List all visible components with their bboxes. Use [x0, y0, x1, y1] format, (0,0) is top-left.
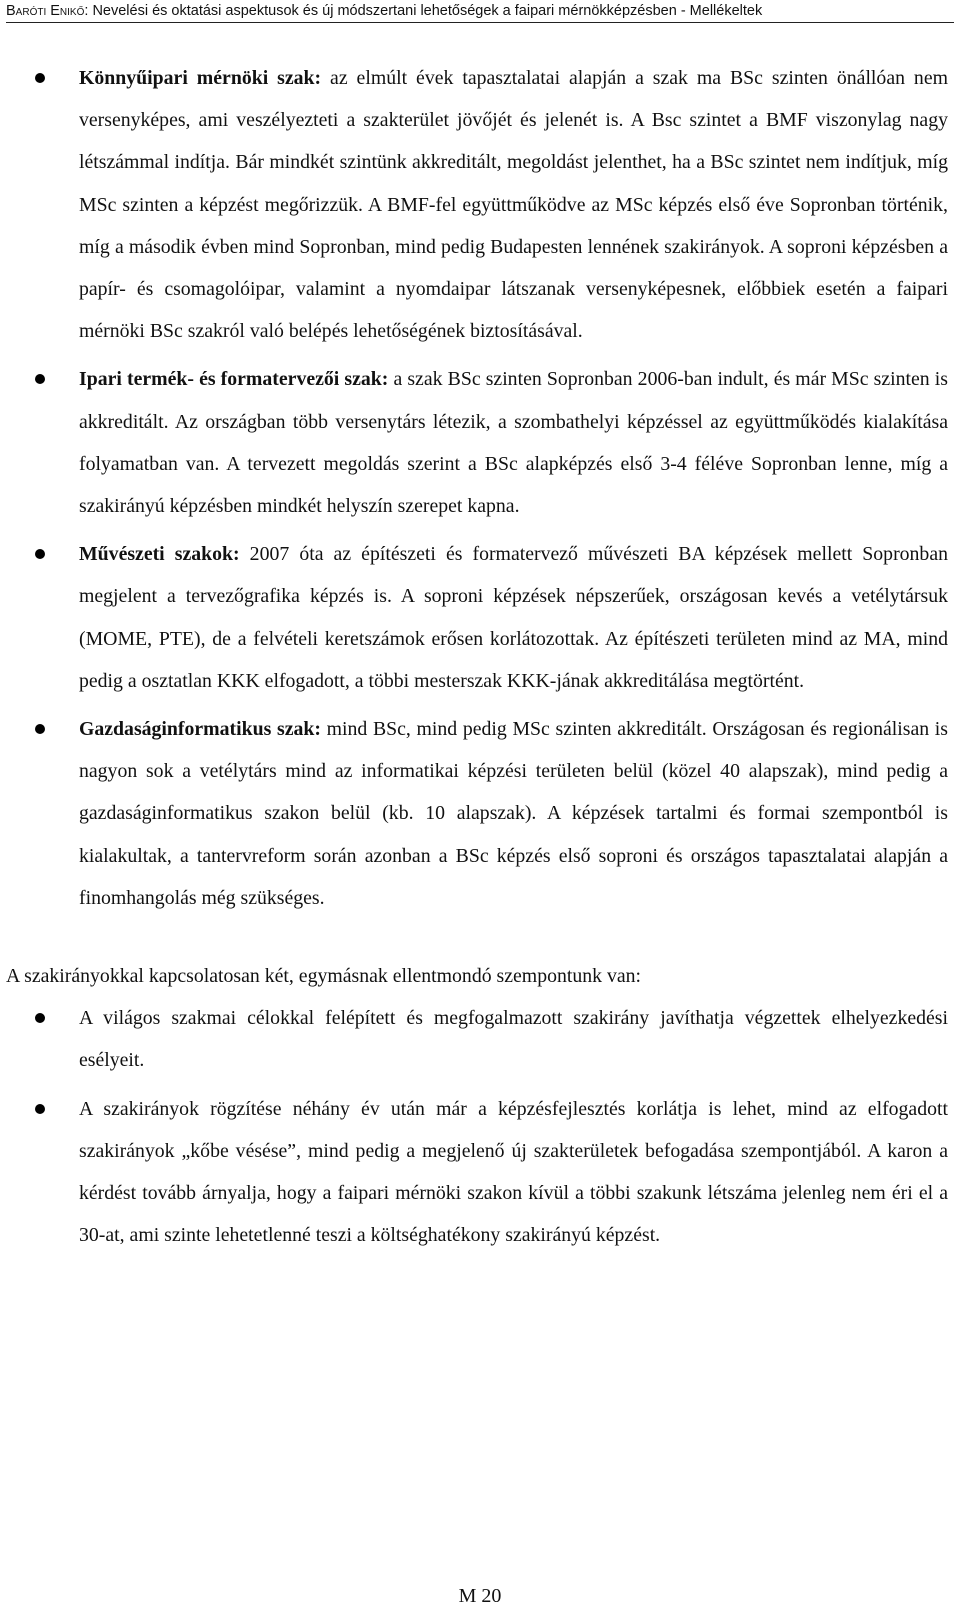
list-item [0, 57, 960, 352]
bullet-icon [35, 1104, 45, 1114]
bullet-icon [35, 73, 45, 83]
page-number: M 20 [458, 1585, 502, 1607]
item-heading: Gazdaságinformatikus szak: [79, 718, 321, 741]
item-text: mind BSc, mind pedig MSc szinten akkreditált. Országosan és regionálisan is nagyon sok a vetélytárs mind az informatikai képzési területen belül (közel 40 alapszak), mind pedig a gazdaságinformatikus szakon belül (kb. 10 alapszak). A képzések tartalmi és formai szempontból is kialakultak, a tantervreform során azonban a BSc képzés első soproni és országos tapasztalatai alapján a finomhangolás még szükséges. [79, 718, 948, 909]
bullet-icon [35, 549, 45, 559]
spacer [0, 925, 960, 955]
bullet-icon [35, 724, 45, 734]
list-item [0, 533, 960, 702]
item-text: a szak BSc szinten Sopronban 2006-ban indult, és már MSc szinten is akkreditált. Az országban több versenytárs létezik, a szombathelyi képzéssel az együttműködés kialakítása folyamatban van. A tervezett megoldás szerint a BSc alapképzés első 3-4 féléve Sopronban lenne, míg a szakirányú képzésben mindkét helyszín szerepet kapna. [79, 368, 948, 518]
intro-paragraph: A szakirányokkal kapcsolatosan két, egymásnak ellentmondó szempontunk van: [6, 965, 642, 988]
aspect-list [0, 997, 960, 1256]
item-text: A szakirányok rögzítése néhány év után már a képzésfejlesztés korlátja is lehet, mind az elfogadott szakirányok „kőbe vésése”, mind pedig a megjelenő új szakterületek befogadása szempontjából. A karon a kérdést tovább árnyalja, hogy a faipari mérnöki szakon kívül a többi szakunk létszáma jelenleg nem éri el a 30-at, ami szinte lehetetlenné teszi a költséghatékony szakirányú képzést. [79, 1097, 948, 1247]
header-author: Baróti Enikő: [6, 3, 89, 19]
document-body [0, 57, 960, 1262]
list-item [0, 708, 960, 919]
item-heading: Könnyűipari mérnöki szak: [79, 67, 322, 89]
list-item [0, 358, 960, 527]
page-header [6, 0, 954, 23]
item-text: 2007 óta az építészeti és formatervező művészeti BA képzések mellett Sopronban megjelent a tervezőgrafika képzés is. A soproni képzések népszerűek, országosan kevés a vetélytársuk (MOME, PTE), de a felvételi keretszámok erősen korlátozottak. Az építészeti területen mind az MA, mind pedig a osztatlan KKK elfogadott, a többi mesterszak KKK-jának akkreditálása megtörtént. [79, 543, 948, 692]
item-text: A világos szakmai célokkal felépített és megfogalmazott szakirány javíthatja végzettek elhelyezkedési esélyeit. [79, 1007, 948, 1072]
item-heading: Ipari termék- és formatervezői szak: [79, 368, 389, 391]
program-list [0, 57, 960, 919]
header-title: Nevelési és oktatási aspektusok és új módszertani lehetőségek a faipari mérnökképzésben - Mellékeltek [92, 3, 763, 19]
item-text: az elmúlt évek tapasztalatai alapján a szak ma BSc szinten önállóan nem versenyképes, ami veszélyezteti a szakterület jövőjét és jelenét is. A Bsc szintet a BMF viszonylag nagy létszámmal indítja. Bár mindkét szintünk akkreditált, megoldást jelenthet, ha a BSc szintet nem indítjuk, míg MSc szinten a képzést megőrizzük. A BMF-fel együttműködve az MSc képzés első éve Sopronban történik, míg a második évben mind Sopronban, mind pedig Budapesten lennének szakirányok. A soproni képzésben a papír- és csomagolóipar, valamint a nyomdaipar látszanak versenyképesnek, előbbiek esetén a faipari mérnöki BSc szakról való belépés lehetőségének biztosításával. [79, 67, 948, 343]
list-item [0, 1088, 960, 1257]
bullet-icon [35, 374, 45, 384]
item-heading: Művészeti szakok: [79, 543, 240, 566]
bullet-icon [35, 1013, 45, 1023]
list-item [0, 997, 960, 1081]
